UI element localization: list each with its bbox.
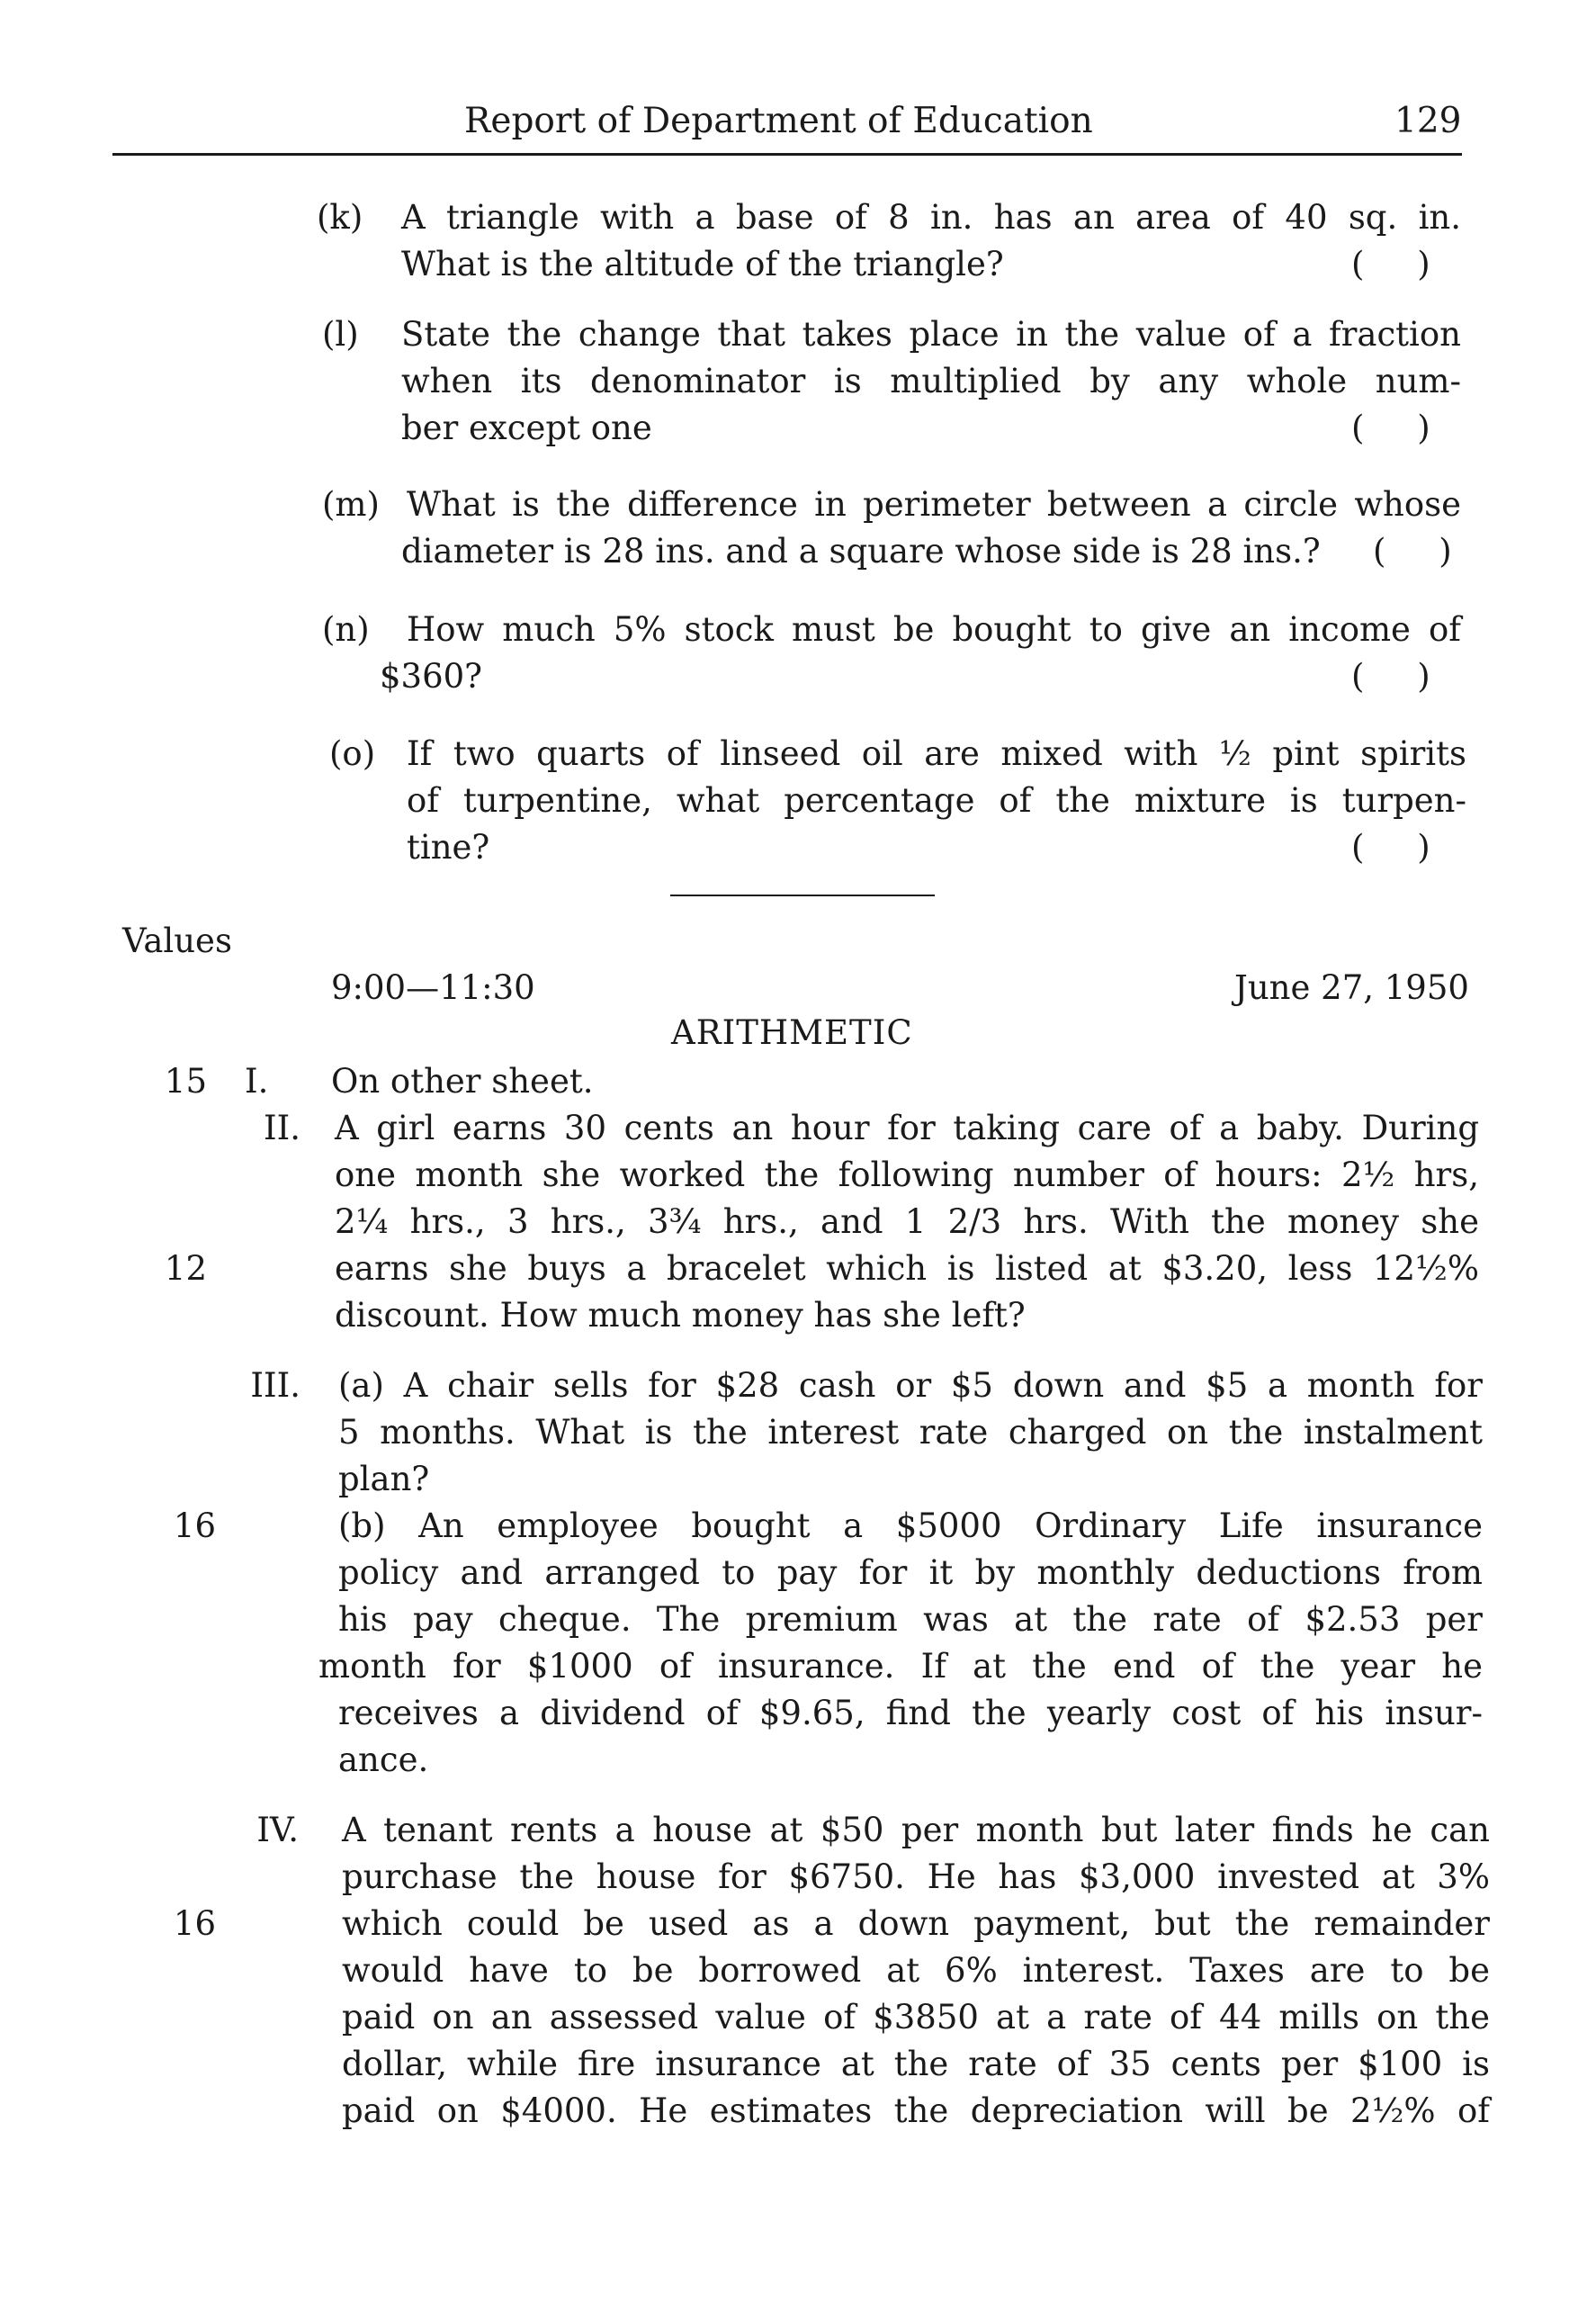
problem-line: A tenant rents a house at $50 per month but later finds he can [342, 1811, 1490, 1849]
problem-text: On other sheet. [331, 1062, 594, 1101]
problem-value: 16 [173, 1904, 216, 1943]
problem-line: 5 months. What is the interest rate charged on the instalment [338, 1413, 1483, 1452]
question-line: tine? [407, 828, 490, 867]
answer-blank: ( ) [1351, 828, 1430, 867]
question-line: What is the difference in perimeter between a circle whose [407, 485, 1461, 524]
question-line: diameter is 28 ins. and a square whose side is 28 ins.? [401, 532, 1321, 571]
question-line: ber except one [401, 409, 652, 447]
problem-line: paid on an assessed value of $3850 at a rate of 44 mills on the [342, 1998, 1490, 2037]
problem-numeral: IV. [256, 1811, 299, 1849]
exam-date: June 27, 1950 [1234, 968, 1469, 1007]
problem-line: (b) An employee bought a $5000 Ordinary Life insurance [338, 1506, 1483, 1545]
problem-line: his pay cheque. The premium was at the rate of $2.53 per [338, 1600, 1483, 1639]
answer-blank: ( ) [1351, 657, 1430, 696]
problem-value: 16 [173, 1506, 216, 1545]
problem-numeral: III. [250, 1366, 300, 1405]
problem-value: 15 [164, 1062, 207, 1101]
question-line: when its denominator is multiplied by any whole num- [401, 362, 1461, 400]
page-number: 129 [1394, 101, 1462, 141]
exam-time: 9:00—11:30 [331, 968, 535, 1007]
question-line: How much 5% stock must be bought to give an income of [407, 610, 1461, 649]
problem-line: purchase the house for $6750. He has $3,000 invested at 3% [342, 1857, 1490, 1896]
running-header: Report of Department of Education [464, 101, 1093, 141]
problem-line: (a) A chair sells for $28 cash or $5 down and $5 a month for [338, 1366, 1483, 1405]
problem-line: would have to be borrowed at 6% interest. Taxes are to be [342, 1951, 1490, 1990]
question-label: (k) [317, 198, 363, 237]
problem-numeral: II. [264, 1109, 300, 1147]
answer-blank: ( ) [1351, 245, 1430, 283]
question-line: State the change that takes place in the value of a fraction [401, 315, 1461, 354]
answer-blank: ( ) [1373, 532, 1452, 571]
section-divider [670, 895, 935, 896]
problem-line: policy and arranged to pay for it by monthly deductions from [338, 1553, 1483, 1592]
problem-line: one month she worked the following number of hours: 2½ hrs, [335, 1155, 1479, 1194]
problem-value: 12 [164, 1249, 207, 1288]
question-line: of turpentine, what percentage of the mixture is turpen- [407, 781, 1466, 820]
question-line: $360? [380, 657, 482, 696]
problem-line: month for $1000 of insurance. If at the end of the year he [318, 1647, 1483, 1686]
question-label: (m) [322, 485, 380, 524]
question-line: What is the altitude of the triangle? [401, 245, 1004, 283]
question-label: (l) [322, 315, 359, 354]
problem-line: ance. [338, 1740, 429, 1779]
question-line: If two quarts of linseed oil are mixed with ½ pint spirits [407, 734, 1466, 773]
problem-numeral: I. [245, 1062, 269, 1101]
question-label: (n) [322, 610, 370, 649]
question-label: (o) [329, 734, 376, 773]
problem-line: dollar, while fire insurance at the rate of 35 cents per $100 is [342, 2045, 1490, 2083]
exam-subject: ARITHMETIC [671, 1013, 913, 1052]
header-rule [112, 153, 1462, 156]
problem-line: earns she buys a bracelet which is listed at $3.20, less 12½% [335, 1249, 1479, 1288]
problem-line: 2¼ hrs., 3 hrs., 3¾ hrs., and 1 2/3 hrs. With the money she [335, 1202, 1479, 1241]
answer-blank: ( ) [1351, 409, 1430, 447]
problem-line: A girl earns 30 cents an hour for taking care of a baby. During [335, 1109, 1479, 1147]
problem-line: paid on $4000. He estimates the depreciation will be 2½% of [342, 2091, 1490, 2130]
values-heading: Values [122, 922, 232, 960]
problem-line: receives a dividend of $9.65, find the yearly cost of his insur- [338, 1694, 1483, 1732]
problem-line: which could be used as a down payment, but the remainder [342, 1904, 1490, 1943]
question-line: A triangle with a base of 8 in. has an area of 40 sq. in. [401, 198, 1461, 237]
problem-line: plan? [338, 1460, 430, 1498]
problem-line: discount. How much money has she left? [335, 1296, 1026, 1335]
